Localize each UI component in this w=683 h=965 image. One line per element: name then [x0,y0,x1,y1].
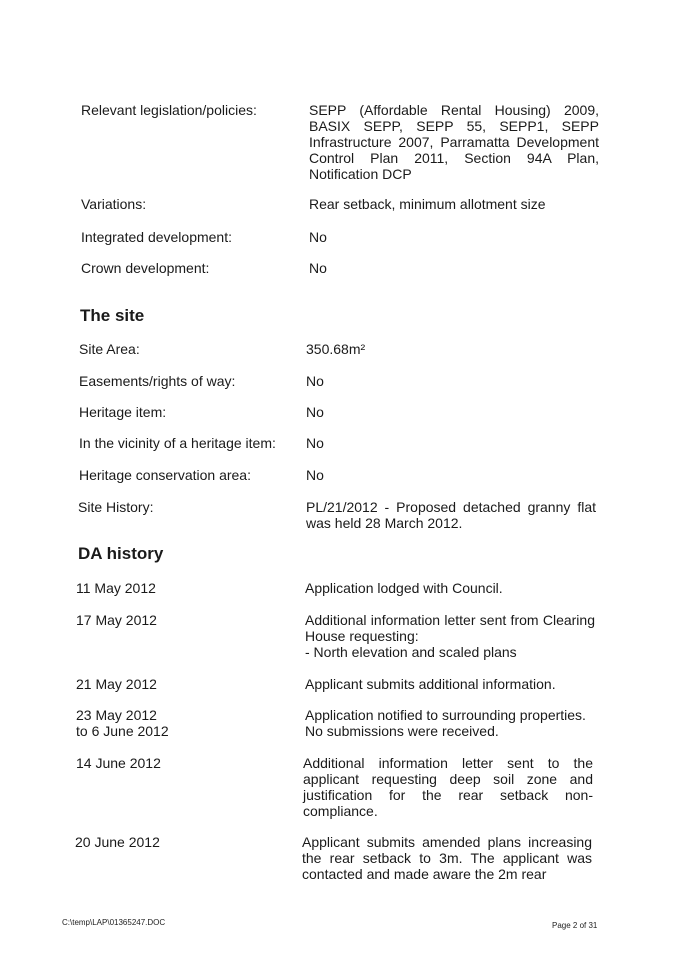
history-event-line: Application notified to surrounding properties. [305,707,586,723]
history-event: Applicant submits amended plans increasing the rear setback to 3m. The applicant was contacted and made aware the 2m rear [302,834,592,882]
field-label: In the vicinity of a heritage item: [79,435,276,451]
field-label: Easements/rights of way: [79,373,236,389]
footer-file-path: C:\temp\LAP\01365247.DOC [62,918,166,927]
section-heading-da-history: DA history [78,544,164,563]
history-date [76,707,169,739]
field-value: PL/21/2012 - Proposed detached granny flat was held 28 March 2012. [306,499,596,531]
history-date: 14 June 2012 [76,755,161,771]
field-value: No [309,229,327,245]
history-event-line: - North elevation and scaled plans [305,644,517,660]
history-event: Applicant submits additional information. [305,676,556,692]
history-date-line: 23 May 2012 [76,707,157,723]
history-date: 20 June 2012 [75,834,160,850]
field-value: 350.68m² [306,341,366,357]
history-date: 21 May 2012 [76,676,157,692]
field-value: No [306,435,324,451]
field-value: Rear setback, minimum allotment size [309,196,546,212]
field-value: No [306,467,324,483]
field-value: SEPP (Affordable Rental Housing) 2009, BASIX SEPP, SEPP 55, SEPP1, SEPP Infrastructure 2007, Parramatta Development Control Plan 2011, Section 94A Plan, Notification DCP [309,102,599,182]
field-value: No [306,373,324,389]
history-date: 17 May 2012 [76,612,157,628]
history-event [305,707,595,739]
field-label: Heritage item: [79,404,167,420]
footer-page-number: Page 2 of 31 [552,921,598,930]
field-label: Crown development: [81,260,210,276]
history-event: Additional information letter sent to the applicant requesting deep soil zone and justification for the rear setback non-compliance. [303,755,593,819]
history-event: Application lodged with Council. [305,580,503,596]
history-event-line: Additional information letter sent from Clearing House requesting: [305,612,595,644]
section-heading-site: The site [80,306,145,325]
field-value: No [306,404,324,420]
history-event [305,612,595,660]
field-label: Integrated development: [81,229,232,245]
history-event-line: No submissions were received. [305,723,499,739]
field-label: Variations: [81,196,147,212]
field-label: Relevant legislation/policies: [81,102,257,118]
field-label: Site Area: [79,341,140,357]
field-label: Site History: [78,499,154,515]
history-date: 11 May 2012 [76,580,156,596]
history-date-line: to 6 June 2012 [76,723,169,739]
field-label: Heritage conservation area: [79,467,251,483]
field-value: No [309,260,327,276]
